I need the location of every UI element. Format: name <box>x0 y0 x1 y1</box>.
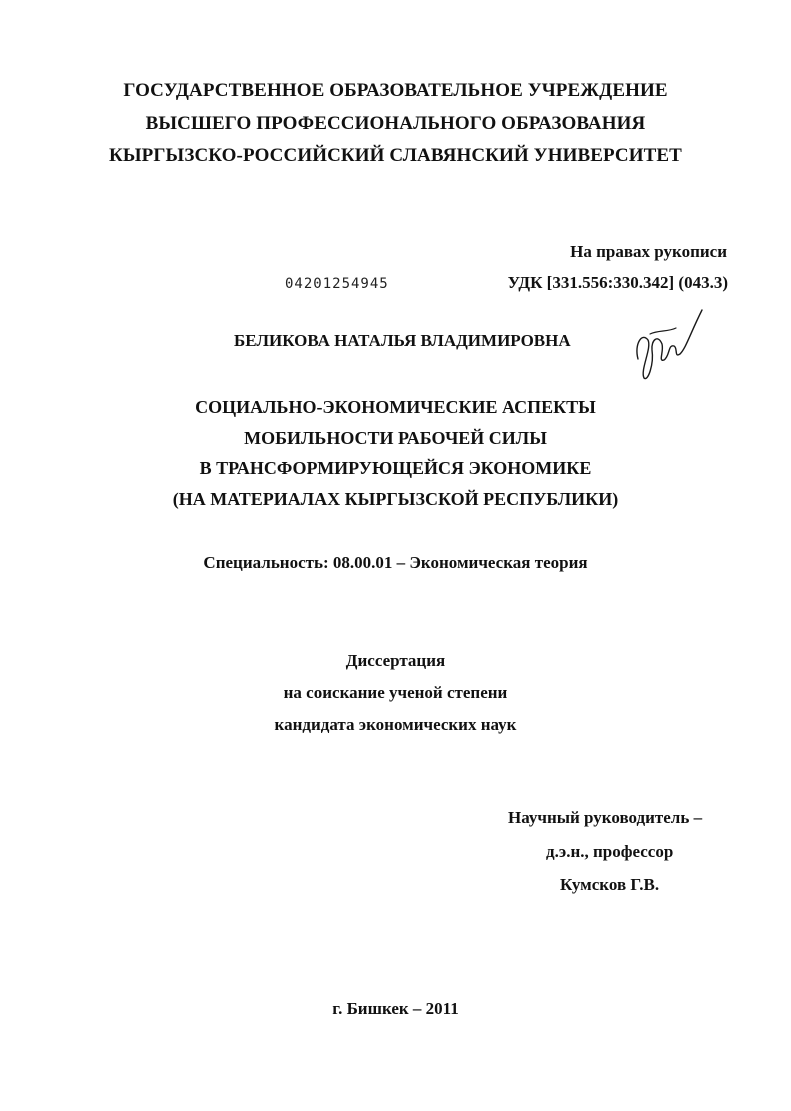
title-line-3: В ТРАНСФОРМИРУЮЩЕЙСЯ ЭКОНОМИКЕ <box>199 458 592 478</box>
archive-number-stamp: 04201254945 <box>285 276 389 292</box>
title-line-1: СОЦИАЛЬНО-ЭКОНОМИЧЕСКИЕ АСПЕКТЫ <box>195 397 596 417</box>
author-signature <box>628 304 706 384</box>
institution-line-2: ВЫСШЕГО ПРОФЕССИОНАЛЬНОГО ОБРАЗОВАНИЯ <box>145 113 646 134</box>
institution-line-1: ГОСУДАРСТВЕННОЕ ОБРАЗОВАТЕЛЬНОЕ УЧРЕЖДЕНИЕ <box>123 80 668 101</box>
udk-code: УДК [331.556:330.342] (043.3) <box>507 273 728 292</box>
supervisor-degree: д.э.н., профессор <box>546 842 674 861</box>
dissertation-line-2: на соискание ученой степени <box>283 683 508 702</box>
title-line-4: (НА МАТЕРИАЛАХ КЫРГЫЗСКОЙ РЕСПУБЛИКИ) <box>172 489 619 509</box>
city-year: г. Бишкек – 2011 <box>332 999 459 1018</box>
author-name: БЕЛИКОВА НАТАЛЬЯ ВЛАДИМИРОВНА <box>234 331 571 350</box>
manuscript-note: На правах рукописи <box>570 242 727 261</box>
institution-line-3: КЫРГЫЗСКО-РОССИЙСКИЙ СЛАВЯНСКИЙ УНИВЕРСИТЕТ <box>109 145 682 166</box>
supervisor-name: Кумсков Г.В. <box>560 875 660 894</box>
dissertation-line-1: Диссертация <box>345 651 446 670</box>
specialty: Специальность: 08.00.01 – Экономическая теория <box>203 553 588 572</box>
title-line-2: МОБИЛЬНОСТИ РАБОЧЕЙ СИЛЫ <box>244 428 547 448</box>
dissertation-line-3: кандидата экономических наук <box>274 715 517 734</box>
supervisor-label: Научный руководитель – <box>508 808 703 827</box>
